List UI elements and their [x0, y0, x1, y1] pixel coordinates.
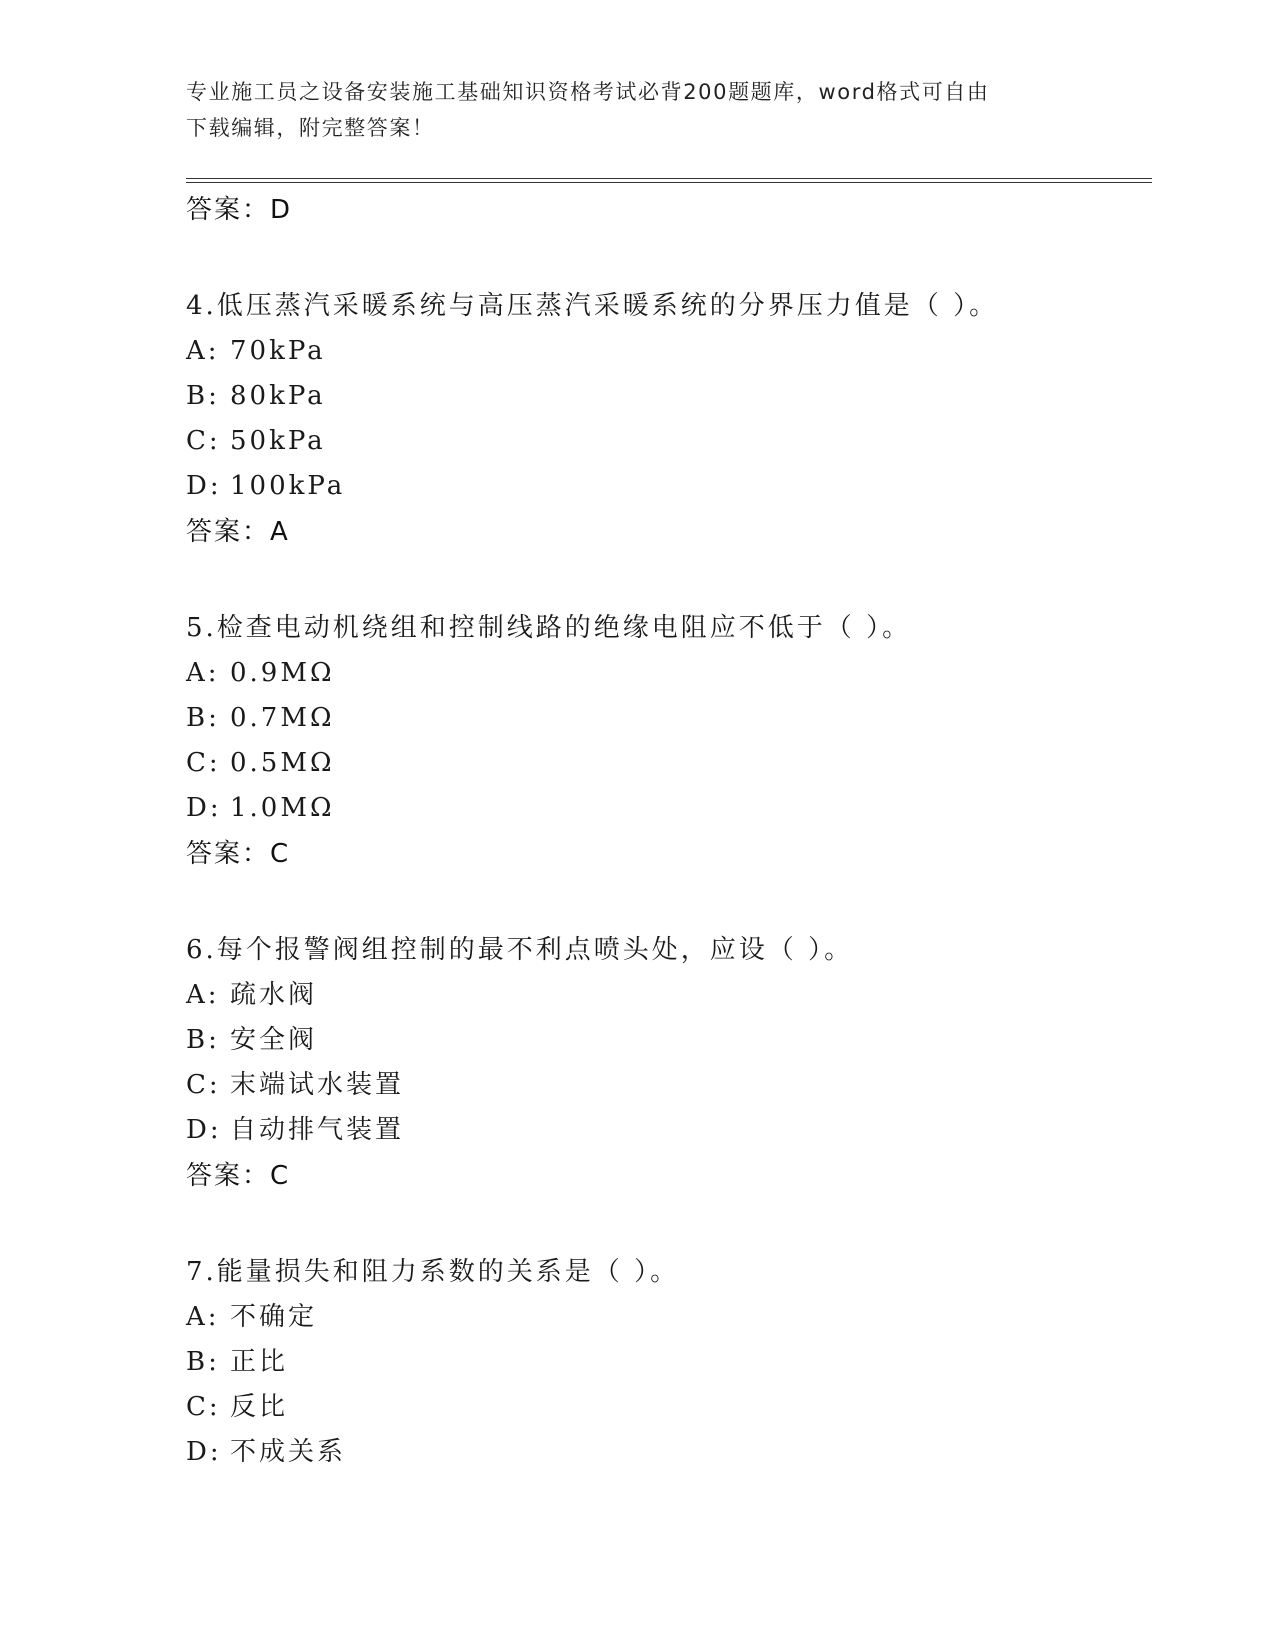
option-letter: D: [186, 1437, 222, 1467]
option-d [186, 1108, 1152, 1153]
option-d [186, 786, 1152, 831]
question-stem: 5.检查电动机绕组和控制线路的绝缘电阻应不低于（ ）。 [186, 613, 912, 643]
option-letter: B: [186, 703, 220, 733]
question-stem: 4.低压蒸汽采暖系统与高压蒸汽采暖系统的分界压力值是（ ）。 [186, 291, 999, 321]
option-text: 0.9MΩ [230, 658, 335, 688]
option-text: 反比 [230, 1392, 289, 1422]
option-text: 80kPa [230, 381, 326, 411]
option-c [186, 1385, 1152, 1430]
option-letter: B: [186, 1025, 220, 1055]
question-stem: 7.能量损失和阻力系数的关系是（ ）。 [186, 1257, 680, 1287]
option-text: 安全阀 [230, 1025, 318, 1055]
option-letter: D: [186, 793, 222, 823]
question-item-5 [186, 605, 1152, 877]
option-text: 50kPa [230, 426, 326, 456]
header-divider-top [186, 178, 1152, 179]
option-a [186, 651, 1152, 696]
option-text: 0.5MΩ [230, 748, 335, 778]
option-letter: C: [186, 426, 221, 456]
answer-line [186, 509, 1152, 555]
question-item-6 [186, 927, 1152, 1199]
option-letter: A: [186, 980, 220, 1010]
option-text: 不确定 [230, 1302, 318, 1332]
option-text: 自动排气装置 [230, 1115, 405, 1145]
option-letter: A: [186, 658, 220, 688]
option-letter: A: [186, 1302, 220, 1332]
option-letter: A: [186, 336, 220, 366]
option-a [186, 1295, 1152, 1340]
answer-label: 答案： [186, 517, 271, 547]
header-title-line-1: 专业施工员之设备安装施工基础知识资格考试必背200题题库，word格式可自由 [186, 80, 990, 104]
option-letter: B: [186, 1347, 220, 1377]
option-text: 100kPa [230, 471, 346, 501]
option-text: 不成关系 [230, 1437, 347, 1467]
option-text: 0.7MΩ [230, 703, 335, 733]
option-text: 1.0MΩ [230, 793, 335, 823]
answer-value: A [270, 517, 289, 547]
answer-label: 答案： [186, 195, 271, 225]
option-d [186, 1430, 1152, 1475]
header-divider-bottom [186, 182, 1152, 183]
option-a [186, 329, 1152, 374]
option-text: 正比 [230, 1347, 289, 1377]
option-letter: D: [186, 1115, 222, 1145]
answer-line [186, 831, 1152, 877]
option-c [186, 1063, 1152, 1108]
answer-label: 答案： [186, 1161, 271, 1191]
option-c [186, 419, 1152, 464]
option-letter: B: [186, 381, 220, 411]
option-letter: C: [186, 1070, 221, 1100]
answer-value: D [270, 195, 292, 225]
option-b [186, 696, 1152, 741]
header-title-line-2: 下载编辑，附完整答案！ [186, 116, 435, 140]
answer-line [186, 1153, 1152, 1199]
option-letter: D: [186, 471, 222, 501]
option-letter: C: [186, 748, 221, 778]
option-c [186, 741, 1152, 786]
option-text: 末端试水装置 [230, 1070, 405, 1100]
option-text: 70kPa [230, 336, 326, 366]
option-letter: C: [186, 1392, 221, 1422]
question-stem: 6.每个报警阀组控制的最不利点喷头处，应设（ ）。 [186, 935, 854, 965]
option-d [186, 464, 1152, 509]
answer-label: 答案： [186, 839, 271, 869]
document-header [186, 74, 1066, 146]
question-item-7 [186, 1249, 1152, 1475]
option-b [186, 1340, 1152, 1385]
answer-value: C [270, 1161, 290, 1191]
question-list [186, 187, 1152, 1475]
option-b [186, 1018, 1152, 1063]
option-a [186, 973, 1152, 1018]
option-b [186, 374, 1152, 419]
question-item-4 [186, 283, 1152, 555]
answer-line-q3 [186, 187, 1152, 233]
answer-value: C [270, 839, 290, 869]
option-text: 疏水阀 [230, 980, 318, 1010]
